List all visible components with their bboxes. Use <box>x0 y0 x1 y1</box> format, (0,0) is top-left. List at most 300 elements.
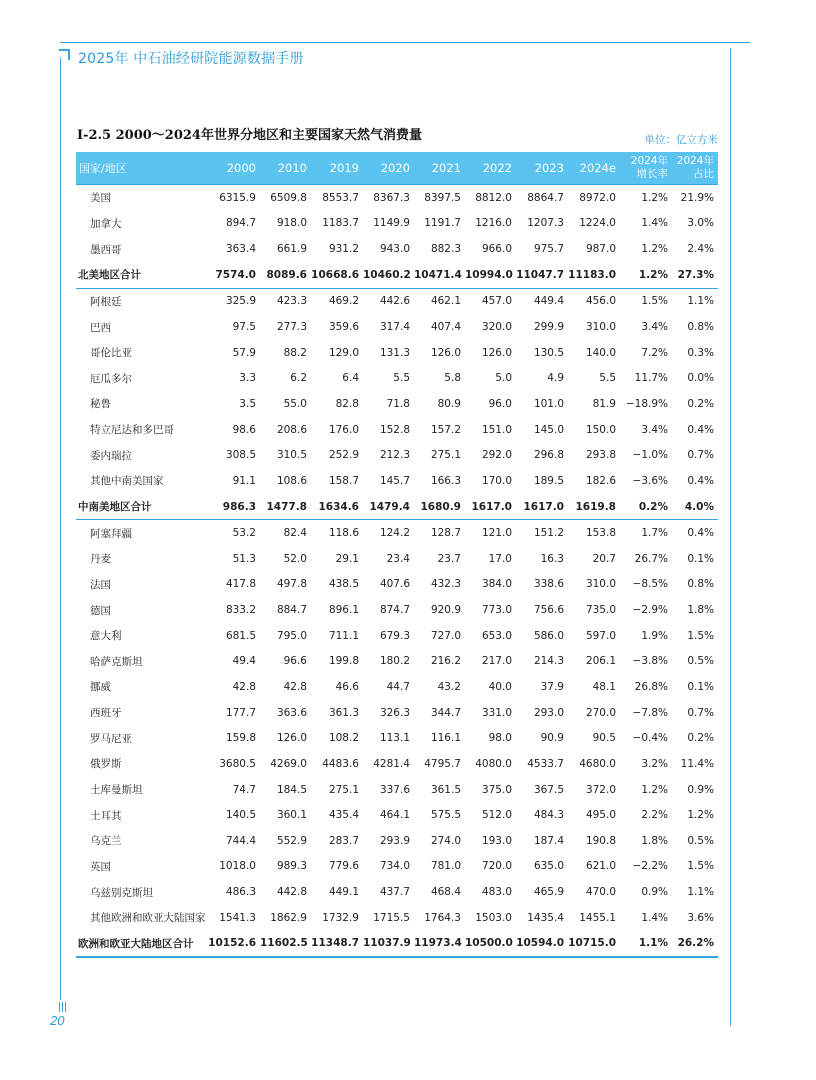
cell-value: 3.6% <box>687 911 714 924</box>
cell-value: 449.4 <box>533 295 564 308</box>
cell-value: 1455.1 <box>579 911 616 924</box>
cell-value: 293.8 <box>585 449 616 462</box>
row-label: 委内瑞拉 <box>90 449 132 462</box>
cell-value: −2.2% <box>632 860 668 873</box>
cell-value: 53.2 <box>232 527 256 540</box>
cell-value: 145.7 <box>379 474 410 487</box>
cell-value: 331.0 <box>481 706 512 719</box>
cell-value: 126.0 <box>276 732 307 745</box>
cell-value: 359.6 <box>328 321 359 334</box>
table-header-row <box>76 152 718 185</box>
subtotal-row <box>76 931 718 958</box>
cell-value: 423.3 <box>276 295 307 308</box>
handbook-title: 2025年 中石油经研院能源数据手册 <box>78 51 304 67</box>
cell-value: 1149.9 <box>373 217 410 230</box>
cell-value: 326.3 <box>379 706 410 719</box>
cell-value: 0.5% <box>687 655 714 668</box>
cell-value: 1862.9 <box>270 911 307 924</box>
cell-value: 153.8 <box>585 527 616 540</box>
table-body <box>76 185 718 958</box>
cell-value: 296.8 <box>533 449 564 462</box>
cell-value: 193.0 <box>481 834 512 847</box>
row-label: 哈萨克斯坦 <box>90 655 143 668</box>
cell-value: 217.0 <box>481 655 512 668</box>
cell-value: 975.7 <box>533 243 564 256</box>
cell-value: 679.3 <box>379 629 410 642</box>
cell-value: 10715.0 <box>568 931 620 958</box>
row-label: 美国 <box>76 185 206 211</box>
cell-value: 1216.0 <box>475 217 512 230</box>
cell-value: 184.5 <box>276 783 307 796</box>
cell-value: 896.1 <box>328 604 359 617</box>
cell-value: 3.2% <box>641 757 668 770</box>
cell-value: 88.2 <box>283 346 307 359</box>
table-row <box>76 520 718 546</box>
row-label: 土耳其 <box>90 809 122 822</box>
cell-value: 779.6 <box>328 860 359 873</box>
row-label: 乌克兰 <box>90 835 122 848</box>
table-row <box>76 751 718 777</box>
row-label: 欧洲和欧亚大陆地区合计 <box>76 931 206 958</box>
cell-value: 4680.0 <box>579 757 616 770</box>
cell-value: 681.5 <box>225 629 256 642</box>
col-header-growth <box>620 152 672 185</box>
cell-value: 1183.7 <box>322 217 359 230</box>
cell-value: 208.6 <box>276 423 307 436</box>
cell-value: 293.9 <box>379 834 410 847</box>
cell-value: 0.7% <box>687 449 714 462</box>
cell-value: 884.7 <box>276 604 307 617</box>
cell-value: 11037.9 <box>363 931 414 958</box>
cell-value: 4281.4 <box>373 757 410 770</box>
cell-value: 1018.0 <box>219 860 256 873</box>
cell-value: 98.6 <box>232 423 256 436</box>
cell-value: 26.8% <box>634 680 668 693</box>
cell-value: 363.6 <box>276 706 307 719</box>
cell-value: 1680.9 <box>414 494 465 520</box>
cell-value: 98.0 <box>488 732 512 745</box>
left-margin-rule <box>60 58 61 1000</box>
cell-value: 126.0 <box>430 346 461 359</box>
cell-value: 653.0 <box>481 629 512 642</box>
cell-value: 157.2 <box>430 423 461 436</box>
cell-value: 989.3 <box>276 860 307 873</box>
cell-value: 0.2% <box>620 494 672 520</box>
cell-value: 90.9 <box>540 732 564 745</box>
cell-value: 108.2 <box>328 732 359 745</box>
cell-value: 1617.0 <box>465 494 516 520</box>
cell-value: 151.2 <box>533 527 564 540</box>
cell-value: 0.9% <box>687 783 714 796</box>
cell-value: 833.2 <box>225 604 256 617</box>
cell-value: 108.6 <box>276 474 307 487</box>
cell-value: 310.5 <box>276 449 307 462</box>
cell-value: 199.8 <box>328 655 359 668</box>
cell-value: −7.8% <box>632 706 668 719</box>
cell-value: 6315.9 <box>206 185 260 211</box>
cell-value: 711.1 <box>328 629 359 642</box>
cell-value: 3.4% <box>641 321 668 334</box>
cell-value: 337.6 <box>379 783 410 796</box>
page-number-mark <box>59 1002 66 1012</box>
cell-value: 0.0% <box>687 372 714 385</box>
col-header-2010: 2010 <box>260 152 311 185</box>
cell-value: 91.1 <box>232 474 256 487</box>
cell-value: 27.3% <box>672 262 718 288</box>
cell-value: 310.0 <box>585 578 616 591</box>
cell-value: 11183.0 <box>568 262 620 288</box>
cell-value: 206.1 <box>585 655 616 668</box>
cell-value: 97.5 <box>232 321 256 334</box>
cell-value: −3.6% <box>632 474 668 487</box>
cell-value: 943.0 <box>379 243 410 256</box>
cell-value: 292.0 <box>481 449 512 462</box>
cell-value: 720.0 <box>481 860 512 873</box>
table-row <box>76 854 718 880</box>
cell-value: 252.9 <box>328 449 359 462</box>
cell-value: 8367.3 <box>363 185 414 211</box>
cell-value: 781.0 <box>430 860 461 873</box>
col-header-growth-year: 2024年 <box>630 155 668 167</box>
cell-value: 0.8% <box>687 578 714 591</box>
col-header-2000: 2000 <box>206 152 260 185</box>
row-label: 西班牙 <box>90 707 122 720</box>
cell-value: 189.5 <box>533 474 564 487</box>
header-rule <box>60 42 750 43</box>
cell-value: 131.3 <box>379 346 410 359</box>
cell-value: 344.7 <box>430 706 461 719</box>
table-row <box>76 236 718 262</box>
table-row <box>76 725 718 751</box>
cell-value: 375.0 <box>481 783 512 796</box>
cell-value: 1224.0 <box>579 217 616 230</box>
cell-value: 1503.0 <box>475 911 512 924</box>
cell-value: 159.8 <box>225 732 256 745</box>
right-margin-rule <box>730 48 731 1026</box>
table-row <box>76 211 718 237</box>
cell-value: −1.0% <box>632 449 668 462</box>
cell-value: 140.0 <box>585 346 616 359</box>
cell-value: 465.9 <box>533 886 564 899</box>
cell-value: 17.0 <box>488 552 512 565</box>
col-header-2023: 2023 <box>516 152 568 185</box>
cell-value: 5.5 <box>393 372 410 385</box>
cell-value: 283.7 <box>328 834 359 847</box>
cell-value: 361.5 <box>430 783 461 796</box>
cell-value: 621.0 <box>585 860 616 873</box>
col-header-growth-label: 增长率 <box>636 168 668 180</box>
cell-value: 152.8 <box>379 423 410 436</box>
subtotal-row <box>76 494 718 520</box>
cell-value: 442.6 <box>379 295 410 308</box>
cell-value: 442.8 <box>276 886 307 899</box>
cell-value: 126.0 <box>481 346 512 359</box>
cell-value: 2.4% <box>687 243 714 256</box>
cell-value: 8089.6 <box>260 262 311 288</box>
table-row <box>76 905 718 931</box>
row-label: 墨西哥 <box>90 243 122 256</box>
table-row <box>76 185 718 211</box>
cell-value: 773.0 <box>481 604 512 617</box>
table-row <box>76 442 718 468</box>
cell-value: 7.2% <box>641 346 668 359</box>
cell-value: 987.0 <box>585 243 616 256</box>
cell-value: 5.8 <box>444 372 461 385</box>
cell-value: 151.0 <box>481 423 512 436</box>
cell-value: 4269.0 <box>270 757 307 770</box>
cell-value: 1.2% <box>620 185 672 211</box>
cell-value: 42.8 <box>232 680 256 693</box>
cell-value: 26.7% <box>634 552 668 565</box>
cell-value: 635.0 <box>533 860 564 873</box>
cell-value: 0.4% <box>687 474 714 487</box>
cell-value: 101.0 <box>533 397 564 410</box>
cell-value: 5.0 <box>495 372 512 385</box>
table-row <box>76 288 718 314</box>
cell-value: 1617.0 <box>516 494 568 520</box>
cell-value: 6.4 <box>342 372 359 385</box>
cell-value: 10594.0 <box>516 931 568 958</box>
cell-value: 299.9 <box>533 321 564 334</box>
col-header-2024e: 2024e <box>568 152 620 185</box>
cell-value: 469.2 <box>328 295 359 308</box>
cell-value: 37.9 <box>540 680 564 693</box>
cell-value: 1.5% <box>687 860 714 873</box>
cell-value: 1479.4 <box>363 494 414 520</box>
cell-value: 1715.5 <box>373 911 410 924</box>
col-header-2022: 2022 <box>465 152 516 185</box>
cell-value: 11348.7 <box>311 931 363 958</box>
cell-value: 8812.0 <box>465 185 516 211</box>
cell-value: 0.4% <box>687 527 714 540</box>
cell-value: 457.0 <box>481 295 512 308</box>
cell-value: 176.0 <box>328 423 359 436</box>
table-row <box>76 546 718 572</box>
cell-value: 6.2 <box>290 372 307 385</box>
cell-value: 274.0 <box>430 834 461 847</box>
cell-value: 11602.5 <box>260 931 311 958</box>
row-label: 德国 <box>90 604 111 617</box>
cell-value: 931.2 <box>328 243 359 256</box>
cell-value: 150.0 <box>585 423 616 436</box>
cell-value: 55.0 <box>283 397 307 410</box>
cell-value: 727.0 <box>430 629 461 642</box>
cell-value: 495.0 <box>585 809 616 822</box>
cell-value: 1435.4 <box>527 911 564 924</box>
row-label: 土库曼斯坦 <box>90 784 143 797</box>
cell-value: 438.5 <box>328 578 359 591</box>
row-label: 其他欧洲和欧亚大陆国家 <box>90 912 206 925</box>
cell-value: 5.5 <box>599 372 616 385</box>
cell-value: 1.4% <box>641 217 668 230</box>
row-label: 意大利 <box>90 630 122 643</box>
cell-value: 575.5 <box>430 809 461 822</box>
cell-value: 118.6 <box>328 527 359 540</box>
table-row <box>76 674 718 700</box>
cell-value: 734.0 <box>379 860 410 873</box>
cell-value: 372.0 <box>585 783 616 796</box>
cell-value: 187.4 <box>533 834 564 847</box>
table-row <box>76 828 718 854</box>
cell-value: 920.9 <box>430 604 461 617</box>
cell-value: 51.3 <box>232 552 256 565</box>
cell-value: 74.7 <box>232 783 256 796</box>
row-label: 挪威 <box>90 681 111 694</box>
cell-value: 1.7% <box>641 527 668 540</box>
cell-value: 113.1 <box>379 732 410 745</box>
row-label: 俄罗斯 <box>90 758 122 771</box>
row-label: 罗马尼亚 <box>90 732 132 745</box>
cell-value: 81.9 <box>592 397 616 410</box>
cell-value: 435.4 <box>328 809 359 822</box>
cell-value: −2.9% <box>632 604 668 617</box>
cell-value: 275.1 <box>328 783 359 796</box>
cell-value: 3.5 <box>239 397 256 410</box>
cell-value: 320.0 <box>481 321 512 334</box>
cell-value: 756.6 <box>533 604 564 617</box>
cell-value: 16.3 <box>540 552 564 565</box>
cell-value: 1634.6 <box>311 494 363 520</box>
cell-value: 735.0 <box>585 604 616 617</box>
cell-value: 363.4 <box>225 243 256 256</box>
cell-value: 96.6 <box>283 655 307 668</box>
cell-value: 82.8 <box>335 397 359 410</box>
table-row <box>76 623 718 649</box>
table-row <box>76 649 718 675</box>
cell-value: 90.5 <box>592 732 616 745</box>
cell-value: 308.5 <box>225 449 256 462</box>
cell-value: 23.4 <box>386 552 410 565</box>
cell-value: 277.3 <box>276 321 307 334</box>
row-label: 哥伦比亚 <box>90 347 132 360</box>
cell-value: 4483.6 <box>322 757 359 770</box>
cell-value: 3.4% <box>641 423 668 436</box>
cell-value: 71.8 <box>386 397 410 410</box>
cell-value: 361.3 <box>328 706 359 719</box>
cell-value: 4080.0 <box>475 757 512 770</box>
cell-value: 3680.5 <box>219 757 256 770</box>
cell-value: 116.1 <box>430 732 461 745</box>
cell-value: 29.1 <box>335 552 359 565</box>
cell-value: 317.4 <box>379 321 410 334</box>
table-row <box>76 700 718 726</box>
subtotal-row <box>76 262 718 288</box>
cell-value: 484.3 <box>533 809 564 822</box>
cell-value: 0.4% <box>687 423 714 436</box>
col-header-share-label: 占比 <box>693 168 714 180</box>
cell-value: 40.0 <box>488 680 512 693</box>
cell-value: 462.1 <box>430 295 461 308</box>
cell-value: 918.0 <box>276 217 307 230</box>
cell-value: 124.2 <box>379 527 410 540</box>
cell-value: 1.8% <box>641 834 668 847</box>
cell-value: 214.3 <box>533 655 564 668</box>
cell-value: 1.1% <box>687 295 714 308</box>
unit-label: 单位：亿立方米 <box>644 134 718 146</box>
row-label: 阿塞拜疆 <box>90 527 132 540</box>
cell-value: 145.0 <box>533 423 564 436</box>
row-label: 巴西 <box>90 321 111 334</box>
cell-value: 437.7 <box>379 886 410 899</box>
page-number: 20 <box>50 1013 65 1028</box>
cell-value: 4.9 <box>547 372 564 385</box>
cell-value: 1.4% <box>641 911 668 924</box>
cell-value: 456.0 <box>585 295 616 308</box>
cell-value: 6509.8 <box>260 185 311 211</box>
cell-value: 20.7 <box>592 552 616 565</box>
cell-value: 552.9 <box>276 834 307 847</box>
cell-value: 82.4 <box>283 527 307 540</box>
cell-value: 10152.6 <box>206 931 260 958</box>
col-header-2021: 2021 <box>414 152 465 185</box>
row-label: 丹麦 <box>90 553 111 566</box>
cell-value: 1.2% <box>620 262 672 288</box>
cell-value: 4795.7 <box>424 757 461 770</box>
cell-value: 140.5 <box>225 809 256 822</box>
cell-value: 80.9 <box>437 397 461 410</box>
cell-value: 597.0 <box>585 629 616 642</box>
cell-value: 449.1 <box>328 886 359 899</box>
cell-value: 48.1 <box>592 680 616 693</box>
row-label: 北美地区合计 <box>76 262 206 288</box>
cell-value: 11.4% <box>680 757 714 770</box>
cell-value: 1.2% <box>641 783 668 796</box>
cell-value: 182.6 <box>585 474 616 487</box>
cell-value: 1191.7 <box>424 217 461 230</box>
row-label: 特立尼达和多巴哥 <box>90 424 174 437</box>
cell-value: 1.2% <box>687 809 714 822</box>
cell-value: −8.5% <box>632 578 668 591</box>
cell-value: 3.3 <box>239 372 256 385</box>
col-header-share <box>672 152 718 185</box>
cell-value: 7574.0 <box>206 262 260 288</box>
cell-value: 384.0 <box>481 578 512 591</box>
col-header-name: 国家/地区 <box>76 152 206 185</box>
row-label: 加拿大 <box>90 217 122 230</box>
cell-value: 1.2% <box>641 243 668 256</box>
table-row <box>76 777 718 803</box>
cell-value: 882.3 <box>430 243 461 256</box>
cell-value: 130.5 <box>533 346 564 359</box>
cell-value: 166.3 <box>430 474 461 487</box>
cell-value: 1.1% <box>687 886 714 899</box>
cell-value: 1732.9 <box>322 911 359 924</box>
cell-value: 11973.4 <box>414 931 465 958</box>
cell-value: 1619.8 <box>568 494 620 520</box>
cell-value: 10994.0 <box>465 262 516 288</box>
cell-value: 26.2% <box>672 931 718 958</box>
cell-value: 367.5 <box>533 783 564 796</box>
cell-value: 0.8% <box>687 321 714 334</box>
cell-value: 3.0% <box>687 217 714 230</box>
cell-value: 483.0 <box>481 886 512 899</box>
cell-value: 275.1 <box>430 449 461 462</box>
cell-value: 744.4 <box>225 834 256 847</box>
gas-consumption-table <box>76 152 718 958</box>
cell-value: 512.0 <box>481 809 512 822</box>
cell-value: 10668.6 <box>311 262 363 288</box>
cell-value: 325.9 <box>225 295 256 308</box>
table-row <box>76 417 718 443</box>
table-row <box>76 802 718 828</box>
cell-value: 8553.7 <box>311 185 363 211</box>
cell-value: 4.0% <box>672 494 718 520</box>
row-label: 中南美地区合计 <box>76 494 206 520</box>
cell-value: 966.0 <box>481 243 512 256</box>
cell-value: 1541.3 <box>219 911 256 924</box>
cell-value: 8397.5 <box>414 185 465 211</box>
col-header-2020: 2020 <box>363 152 414 185</box>
